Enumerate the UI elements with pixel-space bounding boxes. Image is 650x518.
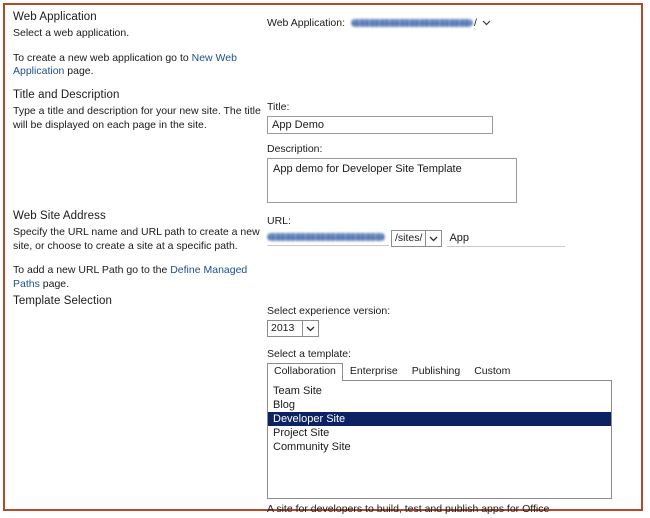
chevron-down-icon[interactable] xyxy=(425,230,442,247)
tab-enterprise[interactable]: Enterprise xyxy=(349,365,398,377)
experience-version-label: Select experience version: xyxy=(267,305,391,317)
list-item[interactable]: Blog xyxy=(273,399,296,411)
web-application-text-2-prefix: To create a new web application go to xyxy=(13,51,192,64)
list-item[interactable]: Team Site xyxy=(273,385,322,397)
list-item[interactable]: Community Site xyxy=(273,441,351,453)
experience-version-select[interactable] xyxy=(267,320,319,337)
chevron-down-icon[interactable] xyxy=(302,320,319,337)
template-listbox[interactable] xyxy=(267,380,612,499)
title-description-description-column xyxy=(13,89,261,132)
title-description-heading: Title and Description xyxy=(13,89,120,101)
web-site-address-text-2 xyxy=(13,264,261,291)
web-site-address-text-2-suffix: page. xyxy=(39,277,70,290)
web-site-address-heading: Web Site Address xyxy=(13,210,106,222)
site-name-slot xyxy=(447,230,565,247)
chevron-down-icon[interactable] xyxy=(482,17,491,29)
description-textarea[interactable] xyxy=(267,158,517,203)
title-input[interactable] xyxy=(267,116,493,134)
url-prefix-slot xyxy=(267,231,389,246)
web-application-field-label: Web Application: xyxy=(267,17,346,29)
select-template-label: Select a template: xyxy=(267,348,352,360)
description-field-label: Description: xyxy=(267,143,323,155)
web-application-heading: Web Application xyxy=(13,11,97,23)
url-field-label: URL: xyxy=(267,215,291,227)
site-name-input[interactable] xyxy=(447,230,565,245)
url-prefix-redacted xyxy=(267,233,385,241)
template-selection-description-column xyxy=(13,295,261,311)
web-application-description-column xyxy=(13,11,261,79)
title-description-text: Type a title and description for your new site. The title will be displayed on each page in the site. xyxy=(13,105,261,131)
web-site-address-description-column xyxy=(13,210,261,291)
template-selection-heading: Template Selection xyxy=(13,295,112,307)
web-site-address-field-column xyxy=(267,215,635,247)
web-application-value-redacted xyxy=(351,19,473,27)
create-site-collection-frame xyxy=(3,3,643,515)
template-category-tabs xyxy=(267,363,635,380)
web-site-address-text-1: Specify the URL name and URL path to create a new site, or choose to create a site at a specific path. xyxy=(13,226,260,252)
tab-collaboration[interactable]: Collaboration xyxy=(267,363,343,381)
web-application-text-2-suffix: page. xyxy=(64,65,94,77)
web-application-value-suffix: / xyxy=(474,17,477,29)
web-application-field-column xyxy=(267,17,635,29)
list-item[interactable]: Developer Site xyxy=(268,412,611,426)
define-managed-paths-link[interactable]: Define Managed Paths xyxy=(13,264,248,290)
experience-version-value: 2013 xyxy=(267,320,302,337)
web-site-address-text-2-prefix: To add a new URL Path go to the xyxy=(13,264,171,276)
managed-path-select[interactable] xyxy=(391,230,442,247)
web-application-text-1: Select a web application. xyxy=(13,27,130,39)
tab-custom[interactable]: Custom xyxy=(474,365,511,377)
list-item[interactable]: Project Site xyxy=(273,427,330,439)
title-field-label: Title: xyxy=(267,101,290,113)
template-selection-field-column xyxy=(267,305,635,515)
web-application-text-2 xyxy=(13,52,261,79)
title-description-field-column xyxy=(267,101,635,206)
tab-publishing[interactable]: Publishing xyxy=(411,365,461,377)
template-description-text: A site for developers to build, test and publish apps for Office xyxy=(267,503,550,515)
new-web-application-link[interactable]: New Web Application xyxy=(13,51,237,77)
managed-path-select-value: /sites/ xyxy=(391,230,425,247)
